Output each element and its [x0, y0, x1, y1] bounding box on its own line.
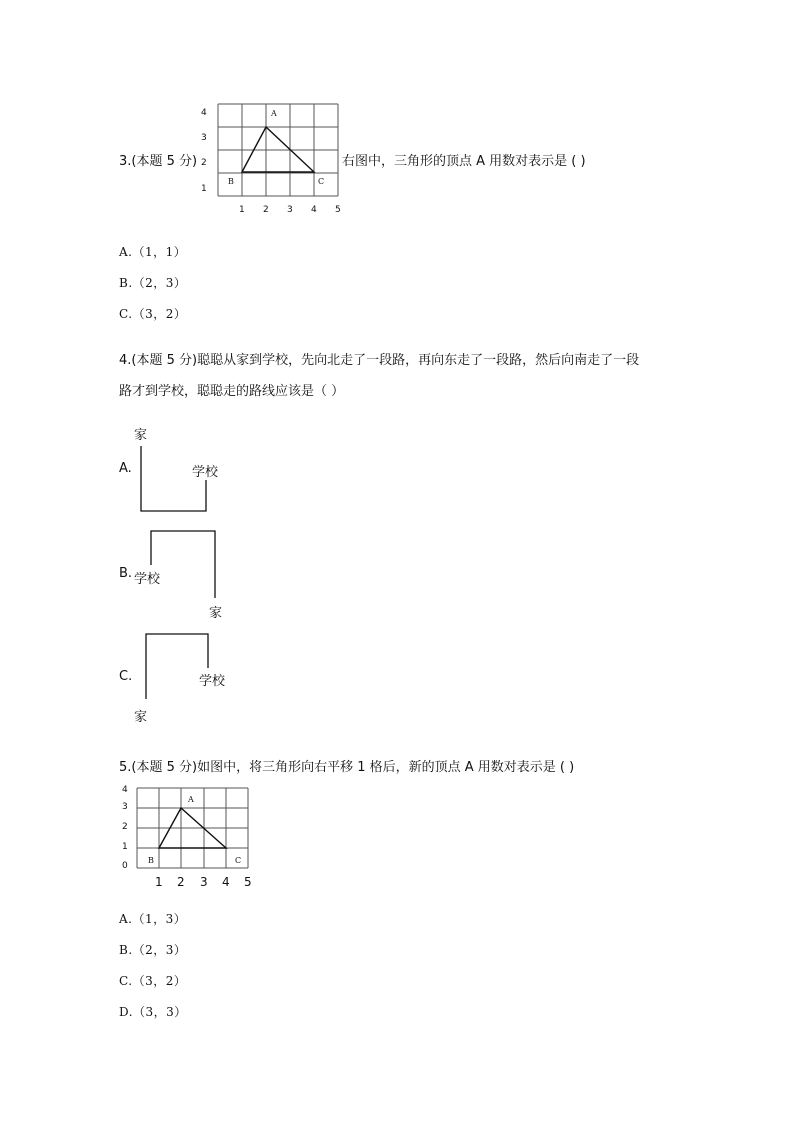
q4c-home-label: 家 — [134, 710, 148, 725]
q5-stem: 5.(本题 5 分)如图中，将三角形向右平移 1 格后，新的顶点 A 用数对表示是 ( ) — [119, 760, 575, 775]
q5-vertex-a-label: A — [188, 795, 194, 804]
q5-option-d[interactable]: D.（3，3） — [119, 1005, 187, 1019]
q5-option-b[interactable]: B.（2，3） — [119, 943, 187, 957]
q4a-school-label: 学校 — [192, 465, 219, 480]
q4-option-c[interactable]: C. — [119, 669, 133, 684]
q5-ytick: 0 — [122, 861, 128, 871]
q5-ytick: 3 — [122, 802, 128, 812]
q3-ytick: 1 — [201, 184, 207, 194]
q5-ytick: 4 — [122, 785, 128, 795]
q3-xtick: 4 — [311, 205, 317, 215]
q4-stem-line-1: 4.(本题 5 分)聪聪从家到学校，先向北走了一段路，再向东走了一段路，然后向南走了一段 — [119, 353, 640, 368]
q3-ytick: 4 — [201, 108, 207, 118]
q5-ytick: 2 — [122, 822, 128, 832]
q5-xtick: 5 — [244, 875, 252, 889]
q5-grid-figure — [0, 0, 1, 1]
q3-ytick: 3 — [201, 133, 207, 143]
q4c-school-label: 学校 — [199, 674, 226, 689]
q3-xtick: 3 — [287, 205, 293, 215]
q5-xtick: 3 — [200, 875, 208, 889]
q3-vertex-b-label: B — [228, 177, 234, 186]
q4a-home-label: 家 — [134, 428, 148, 443]
q4-stem-line-2: 路才到学校，聪聪走的路线应该是（ ） — [119, 384, 345, 399]
q4-option-b[interactable]: B. — [119, 566, 133, 581]
q3-xtick: 2 — [263, 205, 269, 215]
q3-ytick: 2 — [201, 158, 207, 168]
q3-prefix: 3.(本题 5 分) — [119, 154, 198, 169]
q3-vertex-a-label: A — [271, 109, 277, 118]
q3-option-a[interactable]: A.（1，1） — [119, 245, 187, 259]
q3-xtick: 5 — [335, 205, 341, 215]
q4b-school-label: 学校 — [134, 572, 161, 587]
q5-xtick: 1 — [155, 875, 163, 889]
q5-option-c[interactable]: C.（3，2） — [119, 974, 187, 988]
q5-ytick: 1 — [122, 842, 128, 852]
q3-option-b[interactable]: B.（2，3） — [119, 276, 187, 290]
q3-option-c[interactable]: C.（3，2） — [119, 307, 187, 321]
q5-option-a[interactable]: A.（1，3） — [119, 912, 187, 926]
q3-xtick: 1 — [239, 205, 245, 215]
q4-option-a[interactable]: A. — [119, 461, 132, 476]
q3-vertex-c-label: C — [318, 177, 325, 186]
q4b-home-label: 家 — [209, 606, 223, 621]
q5-xtick: 4 — [222, 875, 230, 889]
q5-vertex-b-label: B — [148, 856, 154, 865]
q5-vertex-c-label: C — [235, 856, 242, 865]
q5-xtick: 2 — [177, 875, 185, 889]
q3-stem: 右图中，三角形的顶点 A 用数对表示是 ( ) — [342, 154, 586, 169]
